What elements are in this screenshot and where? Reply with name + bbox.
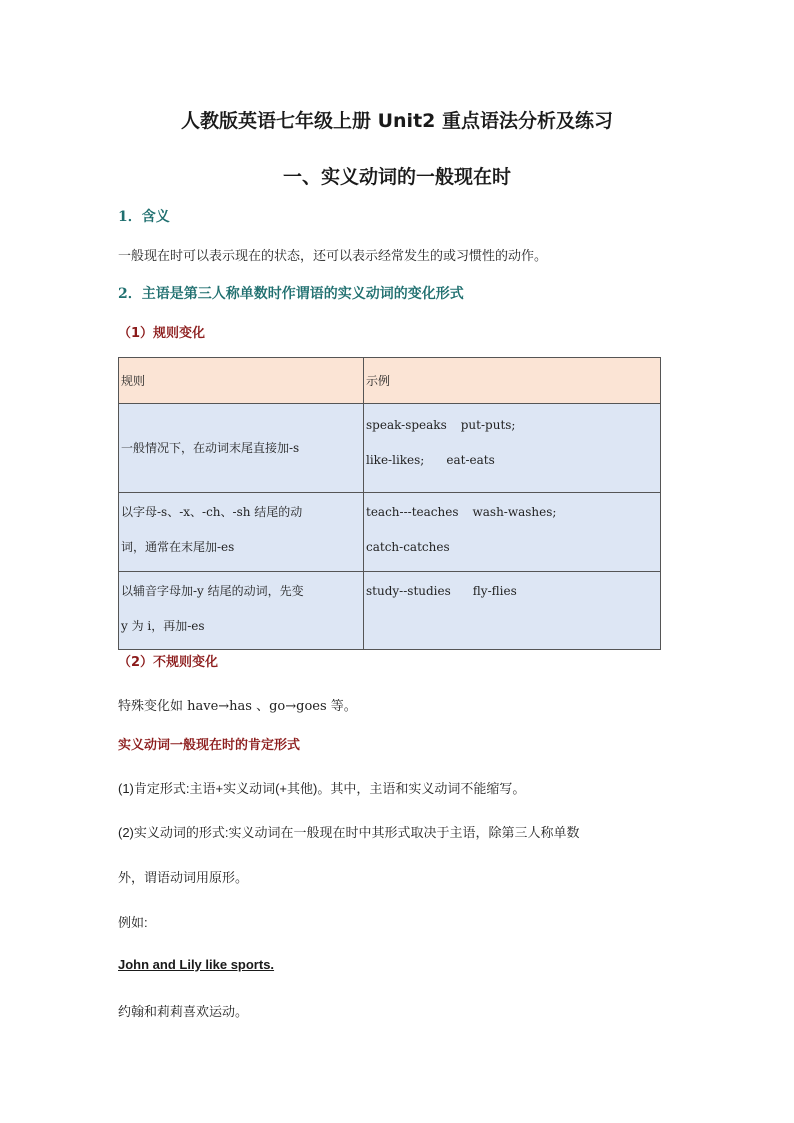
- rule-cell: [119, 572, 364, 650]
- example-sentence-zh: 约翰和莉莉喜欢运动。: [118, 1004, 249, 1019]
- rule-text: 以辅音字母加-y 结尾的动词，先变: [121, 584, 304, 598]
- example-line: catch-catches: [366, 540, 450, 554]
- table-row: [119, 404, 661, 493]
- example-line: teach---teaches wash-washes;: [366, 505, 557, 519]
- example-line: study--studies fly-flies: [366, 584, 517, 598]
- rule-text: 词，通常在末尾加-es: [121, 540, 235, 554]
- irregular-paragraph: 特殊变化如 have→has 、go→goes 等。: [118, 699, 357, 714]
- heading-meaning: 1．含义: [118, 209, 170, 225]
- table-header-cell: 规则: [119, 358, 364, 404]
- section-heading: 一、实义动词的一般现在时: [282, 166, 511, 188]
- example-sentence-en: John and Lily like sports.: [118, 957, 275, 972]
- rule-text: 以字母-s、-x、-ch、-sh 结尾的动: [121, 505, 303, 519]
- table-row: [119, 572, 661, 650]
- heading-regular: （1）规则变化: [118, 326, 206, 341]
- rules-table: [118, 357, 661, 650]
- paragraph-2-line-1: (2)实义动词的形式:实义动词在一般现在时中其形式取决于主语，除第三人称单数: [118, 825, 580, 840]
- example-label: 例如:: [118, 915, 148, 930]
- document-title: 人教版英语七年级上册 Unit2 重点语法分析及练习: [180, 110, 613, 132]
- meaning-paragraph: 一般现在时可以表示现在的状态，还可以表示经常发生的或习惯性的动作。: [118, 249, 548, 264]
- rule-text: 一般情况下，在动词末尾直接加-s: [121, 440, 300, 455]
- table-header-row: [119, 358, 661, 404]
- heading-affirmative: 实义动词一般现在时的肯定形式: [118, 738, 301, 753]
- paragraph-1: (1)肯定形式:主语+实义动词(+其他)。其中，主语和实义动词不能缩写。: [118, 781, 526, 796]
- example-cell: [364, 572, 661, 650]
- table-row: [119, 493, 661, 572]
- example-cell: [364, 404, 661, 493]
- example-line: speak-speaks put-puts;: [366, 418, 516, 432]
- rule-cell: [119, 404, 364, 493]
- rule-text: y 为 i，再加-es: [121, 619, 205, 633]
- heading-forms: 2．主语是第三人称单数时作谓语的实义动词的变化形式: [118, 286, 464, 302]
- paragraph-2-line-2: 外，谓语动词用原形。: [118, 870, 249, 885]
- example-line: like-likes; eat-eats: [366, 453, 495, 467]
- table-header-cell: 示例: [364, 358, 661, 404]
- example-cell: [364, 493, 661, 572]
- heading-irregular: （2）不规则变化: [118, 655, 219, 670]
- rule-cell: [119, 493, 364, 572]
